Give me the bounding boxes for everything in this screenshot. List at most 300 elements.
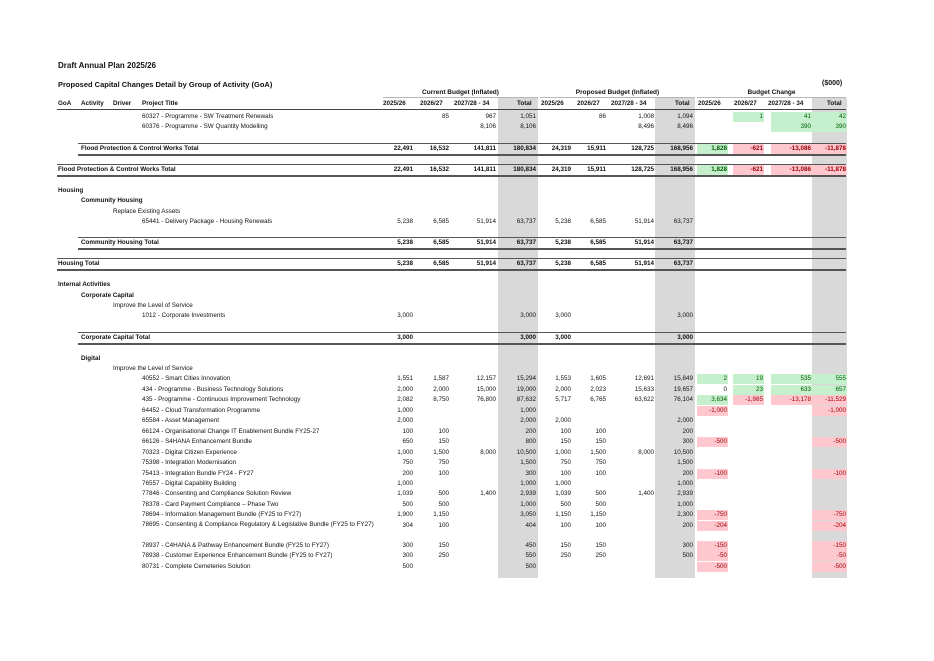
table-row <box>0 385 934 395</box>
cell-chg-y2 <box>733 489 763 499</box>
col-header-proposed-y1: 2025/26 <box>541 100 564 107</box>
row-label: Flood Protection & Control Works Total <box>58 165 176 173</box>
cell-prop-y3: 128,725 <box>631 165 654 173</box>
cell-cur-y3: 8,106 <box>480 123 496 131</box>
cell-chg-y1: -150 <box>697 541 728 551</box>
cell-chg-total <box>812 448 846 458</box>
cell-prop-total: 300 <box>682 438 693 446</box>
cell-chg-y2 <box>733 333 763 343</box>
cell-prop-y1: 1,000 <box>555 479 571 487</box>
cell-prop-y3 <box>614 510 654 520</box>
cell-cur-total: 1,000 <box>520 479 536 487</box>
cell-chg-total <box>812 489 846 499</box>
cell-prop-total: 3,000 <box>677 312 693 320</box>
table-row <box>0 395 934 405</box>
cell-prop-total: 200 <box>682 521 693 529</box>
cell-prop-total: 200 <box>682 469 693 477</box>
table-row <box>0 196 934 206</box>
row-label: Replace Existing Assets <box>113 207 181 215</box>
cell-cur-y3: 12,157 <box>476 375 496 383</box>
cell-chg-y2 <box>733 448 763 458</box>
cell-cur-y3: 51,914 <box>476 217 496 225</box>
cell-prop-y2: 150 <box>595 438 606 446</box>
cell-chg-y2 <box>733 479 763 489</box>
row-label: 60376 - Programme - SW Quantity Modelling <box>142 123 268 131</box>
cell-chg-total: -500 <box>812 437 847 447</box>
spacer-row <box>0 248 934 258</box>
row-label: 66126 - S4HANA Enhancement Bundle <box>142 438 252 446</box>
cell-cur-y2: 100 <box>438 427 449 435</box>
cell-chg-y1: -750 <box>697 510 728 520</box>
cell-chg-y3: -13,086 <box>771 165 812 175</box>
cell-cur-y2 <box>419 333 449 343</box>
row-label: 75398 - Integration Modernisation <box>142 459 237 467</box>
cell-prop-y3: 1,008 <box>638 113 654 120</box>
cell-cur-total: 180,834 <box>513 144 536 152</box>
cell-cur-y3: 141,811 <box>473 144 496 152</box>
row-label: 80731 - Complete Cemeteries Solution <box>142 562 251 570</box>
row-label: 435 - Programme - Continuous Improvement Technology <box>142 396 301 404</box>
row-label: 78937 - C4HANA & Pathway Enhancement Bundle (FY25 to FY27) <box>142 541 329 549</box>
cell-cur-y2: 150 <box>438 541 449 549</box>
cell-cur-y1: 100 <box>402 427 413 435</box>
table-row <box>0 500 934 510</box>
cell-cur-y2: 100 <box>438 521 449 529</box>
cell-chg-y2 <box>733 416 763 426</box>
cell-chg-y2 <box>733 238 763 248</box>
cell-cur-total: 1,000 <box>520 500 536 508</box>
cell-cur-total: 800 <box>525 438 536 446</box>
cell-cur-y1: 1,551 <box>397 375 413 383</box>
cell-cur-y3 <box>456 541 496 551</box>
cell-prop-y3: 51,914 <box>634 217 654 225</box>
row-label: 434 - Programme - Business Technology Solutions <box>142 385 284 393</box>
cell-cur-total: 550 <box>525 552 536 560</box>
cell-cur-y2: 1,150 <box>433 511 449 519</box>
row-label: 78378 - Card Payment Compliance – Phase Two <box>142 500 279 508</box>
cell-prop-y1 <box>541 406 571 416</box>
cell-cur-y1: 5,238 <box>397 217 413 225</box>
cell-prop-y1: 100 <box>560 469 571 477</box>
cell-chg-y1: -50 <box>697 551 728 561</box>
spacer-row <box>0 270 934 280</box>
cell-chg-y1: -204 <box>697 521 728 531</box>
cell-chg-total <box>812 333 846 343</box>
cell-cur-y2 <box>419 416 449 426</box>
cell-prop-total: 2,000 <box>677 417 693 425</box>
row-label: 64452 - Cloud Transformation Programme <box>142 406 260 414</box>
cell-prop-y1: 1,039 <box>555 490 571 498</box>
cell-cur-y2: 6,585 <box>433 239 449 246</box>
cell-cur-y1: 5,238 <box>397 260 413 268</box>
cell-chg-y1 <box>697 448 727 458</box>
cell-prop-total: 1,000 <box>677 500 693 508</box>
table-row <box>0 217 934 227</box>
row-label: Housing Total <box>58 260 100 268</box>
cell-chg-y2: -621 <box>733 144 764 154</box>
table-row <box>0 562 934 572</box>
cell-prop-y3: 1,400 <box>638 490 654 498</box>
cell-chg-y2 <box>733 521 763 531</box>
cell-prop-total: 76,104 <box>673 396 693 404</box>
table-row <box>0 448 934 458</box>
cell-prop-y1: 24,319 <box>551 165 571 173</box>
cell-chg-y3 <box>771 311 811 321</box>
cell-prop-y2 <box>576 333 606 343</box>
cell-prop-y2: 6,585 <box>590 260 606 268</box>
cell-cur-y1: 2,000 <box>397 385 413 393</box>
cell-cur-total: 15,294 <box>516 375 536 383</box>
cell-prop-y1: 750 <box>560 459 571 467</box>
spacer-row <box>0 227 934 237</box>
cell-cur-total: 87,632 <box>516 396 536 404</box>
total-row <box>0 333 934 343</box>
cell-chg-y2 <box>733 406 763 416</box>
cell-chg-y2 <box>733 427 763 437</box>
cell-cur-total: 3,050 <box>520 511 536 519</box>
cell-prop-y2 <box>576 416 606 426</box>
cell-cur-y2 <box>419 479 449 489</box>
group-header-proposed: Proposed Budget (Inflated) <box>540 89 695 98</box>
col-header-project: Project Title <box>142 100 178 107</box>
cell-cur-y3: 141,811 <box>473 165 496 173</box>
cell-chg-y1 <box>697 458 727 468</box>
cell-chg-y1 <box>697 217 727 227</box>
cell-chg-y1 <box>697 238 727 248</box>
cell-cur-y3 <box>456 510 496 520</box>
cell-prop-y3 <box>614 500 654 510</box>
total-row <box>0 144 934 154</box>
header-divider <box>57 109 846 110</box>
cell-prop-y1: 5,238 <box>555 239 571 246</box>
col-header-current-y3: 2027/28 - 34 <box>454 100 490 107</box>
cell-prop-y3 <box>614 311 654 321</box>
cell-chg-total <box>812 311 846 321</box>
cell-prop-y3 <box>614 479 654 489</box>
cell-prop-y1: 1,553 <box>555 375 571 383</box>
row-label: Housing <box>58 186 84 194</box>
cell-cur-total: 3,000 <box>520 333 536 341</box>
cell-cur-total: 1,000 <box>520 406 536 414</box>
cell-prop-y1: 1,000 <box>555 448 571 456</box>
cell-chg-total <box>812 259 846 269</box>
cell-prop-total: 1,094 <box>677 113 693 120</box>
table-row <box>0 354 934 364</box>
cell-chg-y1: 2 <box>697 374 728 384</box>
col-header-proposed-total: Total <box>675 100 690 107</box>
cell-chg-y1 <box>697 479 727 489</box>
cell-cur-y2: 1,587 <box>433 375 449 383</box>
cell-chg-y3 <box>771 521 811 531</box>
cell-cur-total: 300 <box>525 469 536 477</box>
cell-cur-y1: 3,000 <box>397 333 413 341</box>
table-row <box>0 364 934 374</box>
cell-chg-y1: 1,828 <box>697 165 728 175</box>
cell-prop-y2: 6,765 <box>590 396 606 404</box>
cell-prop-y3 <box>614 427 654 437</box>
cell-cur-y3 <box>456 427 496 437</box>
cell-prop-total <box>656 406 693 416</box>
cell-chg-y2 <box>733 437 763 447</box>
cell-prop-y1: 100 <box>560 427 571 435</box>
cell-cur-y1: 200 <box>402 469 413 477</box>
col-header-current-y2: 2026/27 <box>420 100 443 107</box>
cell-cur-y1: 1,900 <box>397 511 413 519</box>
cell-cur-y1: 2,000 <box>397 417 413 425</box>
cell-chg-y3: 633 <box>771 385 812 395</box>
cell-chg-y3: -13,086 <box>771 144 812 154</box>
cell-chg-y2: 19 <box>733 374 764 384</box>
cell-prop-total: 168,956 <box>670 165 693 173</box>
cell-cur-y1: 2,082 <box>397 396 413 404</box>
cell-cur-total: 450 <box>525 541 536 549</box>
cell-chg-total: 657 <box>812 385 847 395</box>
cell-cur-total: 8,106 <box>520 123 536 131</box>
cell-chg-y1 <box>697 427 727 437</box>
cell-cur-y2: 750 <box>438 459 449 467</box>
cell-prop-y3: 8,496 <box>638 123 654 131</box>
cell-chg-y2 <box>733 311 763 321</box>
cell-prop-y1: 250 <box>560 552 571 560</box>
cell-cur-y3 <box>456 521 496 531</box>
cell-prop-total: 1,000 <box>677 479 693 487</box>
cell-cur-y3 <box>456 479 496 489</box>
row-label: Corporate Capital Total <box>81 333 151 341</box>
cell-cur-y3: 8,000 <box>480 448 496 456</box>
cell-prop-y1: 100 <box>560 521 571 529</box>
cell-cur-y3 <box>456 469 496 479</box>
cell-prop-y3: 128,725 <box>631 144 654 152</box>
cell-chg-total: -750 <box>812 510 847 520</box>
cell-prop-y2 <box>576 311 606 321</box>
cell-cur-y2: 2,000 <box>433 385 449 393</box>
cell-cur-y3: 51,914 <box>476 260 496 268</box>
cell-cur-y1: 22,491 <box>393 165 413 173</box>
group-header-change: Budget Change <box>697 89 846 98</box>
cell-prop-total: 63,737 <box>673 239 693 246</box>
cell-prop-y1: 5,238 <box>555 260 571 268</box>
cell-prop-y1: 2,000 <box>555 417 571 425</box>
table-row <box>0 510 934 520</box>
table-row <box>0 122 934 132</box>
cell-chg-y3 <box>771 479 811 489</box>
row-label: 78694 - Information Management Bundle (FY25 to FY27) <box>142 511 302 519</box>
spacer-row <box>0 133 934 143</box>
cell-cur-y3 <box>456 311 496 321</box>
cell-chg-y1 <box>697 311 727 321</box>
cell-chg-y3 <box>771 238 811 248</box>
col-header-change-y1: 2025/26 <box>698 100 721 107</box>
col-header-driver: Driver <box>113 100 132 107</box>
cell-cur-y3 <box>456 500 496 510</box>
cell-chg-y2 <box>733 259 763 269</box>
col-header-change-total: Total <box>827 100 842 107</box>
cell-prop-y1: 150 <box>560 541 571 549</box>
cell-chg-y1: -100 <box>697 469 728 479</box>
cell-cur-y1: 3,000 <box>397 312 413 320</box>
cell-prop-y1 <box>541 122 571 132</box>
cell-chg-y3 <box>771 437 811 447</box>
cell-prop-y3 <box>614 437 654 447</box>
cell-prop-y3 <box>614 333 654 343</box>
cell-chg-total <box>812 458 846 468</box>
cell-prop-y2: 500 <box>595 500 606 508</box>
cell-prop-total: 168,956 <box>670 144 693 152</box>
cell-cur-y1: 500 <box>402 500 413 508</box>
row-label: 1012 - Corporate Investments <box>142 312 226 320</box>
row-label: Internal Activities <box>58 281 111 289</box>
table-row <box>0 186 934 196</box>
cell-prop-y2: 1,150 <box>590 511 606 519</box>
cell-prop-y3 <box>614 551 654 561</box>
cell-prop-y2: 150 <box>595 541 606 549</box>
cell-prop-y3: 51,914 <box>634 260 654 268</box>
cell-cur-y2: 1,500 <box>433 448 449 456</box>
cell-chg-y1: -500 <box>697 562 728 572</box>
cell-chg-total <box>812 500 846 510</box>
row-label: 78695 - Consenting & Compliance Regulatory & Legislative Bundle (FY25 to FY27) <box>142 520 374 528</box>
cell-chg-y2: 1 <box>733 112 764 122</box>
table-row <box>0 301 934 311</box>
cell-prop-y3 <box>614 406 654 416</box>
cell-prop-y3: 15,633 <box>634 385 654 393</box>
cell-prop-y1 <box>541 112 571 122</box>
cell-prop-y1: 500 <box>560 500 571 508</box>
cell-chg-y3: 535 <box>771 374 812 384</box>
cell-chg-y3 <box>771 510 811 520</box>
cell-prop-total: 500 <box>682 552 693 560</box>
cell-chg-y2 <box>733 500 763 510</box>
cell-prop-y2: 15,911 <box>587 165 606 173</box>
row-label: 77846 - Consenting and Compliance Solution Review <box>142 490 292 498</box>
cell-cur-total: 200 <box>525 427 536 435</box>
cell-prop-y2: 100 <box>595 521 606 529</box>
cell-cur-y2: 500 <box>438 500 449 508</box>
cell-prop-total: 200 <box>682 427 693 435</box>
cell-cur-y3: 1,400 <box>480 490 496 498</box>
table-row <box>0 207 934 217</box>
cell-chg-y1: -1,000 <box>697 406 728 416</box>
cell-chg-y2 <box>733 458 763 468</box>
document-subtitle: Proposed Capital Changes Detail by Group of Activity (GoA) <box>58 80 273 89</box>
spacer-row <box>0 175 934 185</box>
cell-chg-total: 390 <box>812 122 847 132</box>
cell-cur-y3 <box>456 458 496 468</box>
cell-chg-total <box>812 238 846 248</box>
col-header-proposed-y3: 2027/28 - 34 <box>611 100 647 107</box>
cell-prop-y2: 2,023 <box>590 385 606 393</box>
cell-prop-y1: 3,000 <box>555 312 571 320</box>
cell-chg-y3 <box>771 458 811 468</box>
cell-prop-y3 <box>614 416 654 426</box>
cell-chg-y2 <box>733 122 763 132</box>
cell-chg-y1 <box>697 416 727 426</box>
cell-cur-y3: 51,914 <box>476 239 496 246</box>
cell-cur-y2: 100 <box>438 469 449 477</box>
cell-cur-y2: 85 <box>441 113 449 120</box>
cell-prop-y3: 63,622 <box>634 396 654 404</box>
row-label: Community Housing Total <box>81 239 159 246</box>
cell-cur-y1 <box>383 122 413 132</box>
row-label: Corporate Capital <box>81 291 134 299</box>
row-label: 75413 - Integration Bundle FY24 - FY27 <box>142 469 254 477</box>
cell-chg-total: -500 <box>812 562 847 572</box>
cell-chg-y3 <box>771 406 811 416</box>
cell-chg-y2 <box>733 217 763 227</box>
cell-chg-total: -11,878 <box>812 165 847 175</box>
row-label: 65441 - Delivery Package - Housing Renewals <box>142 217 273 225</box>
cell-prop-y2 <box>576 406 606 416</box>
cell-cur-total: 10,500 <box>516 448 536 456</box>
cell-chg-total <box>812 427 846 437</box>
cell-prop-y2: 750 <box>595 459 606 467</box>
cell-chg-y1: 0 <box>723 385 727 393</box>
cell-cur-total: 63,737 <box>516 239 536 246</box>
cell-prop-y1: 2,000 <box>555 385 571 393</box>
cell-chg-total: -204 <box>812 521 847 531</box>
col-header-change-y2: 2026/27 <box>734 100 757 107</box>
cell-cur-y1: 300 <box>402 541 413 549</box>
cell-prop-total: 300 <box>682 541 693 549</box>
table-row <box>0 541 934 551</box>
cell-prop-y3 <box>614 521 654 531</box>
cell-chg-y3 <box>771 333 811 343</box>
cell-chg-y1: 3,634 <box>697 395 728 405</box>
cell-prop-y1: 24,319 <box>551 144 571 152</box>
col-header-change-y3: 2027/28 - 34 <box>768 100 804 107</box>
table-row <box>0 406 934 416</box>
cell-cur-y1: 1,039 <box>397 490 413 498</box>
cell-prop-y2 <box>576 479 606 489</box>
cell-chg-y2 <box>733 541 763 551</box>
cell-chg-y3 <box>771 541 811 551</box>
cell-chg-y1: -500 <box>697 437 728 447</box>
cell-chg-total: -11,529 <box>812 395 847 405</box>
cell-prop-y3: 12,691 <box>634 375 654 383</box>
cell-prop-y2: 6,585 <box>590 217 606 225</box>
spacer-row <box>0 343 934 353</box>
cell-prop-total <box>656 562 693 572</box>
cell-chg-total: -100 <box>812 469 847 479</box>
row-label: 70323 - Digital Citizen Experience <box>142 448 237 456</box>
cell-chg-y2 <box>733 562 763 572</box>
total-row <box>0 238 934 248</box>
table-row <box>0 521 934 541</box>
cell-cur-y3 <box>456 406 496 416</box>
cell-cur-total: 1,500 <box>520 459 536 467</box>
cell-prop-y2: 100 <box>595 427 606 435</box>
cell-cur-y3 <box>456 416 496 426</box>
cell-chg-total: 555 <box>812 374 847 384</box>
row-label: 65584 - Asset Management <box>142 417 220 425</box>
cell-chg-y1 <box>697 259 727 269</box>
cell-cur-total: 404 <box>525 521 536 529</box>
cell-cur-y2 <box>419 562 449 572</box>
units-label: ($000) <box>822 80 843 87</box>
total-row <box>0 165 934 175</box>
cell-cur-y2: 16,532 <box>429 144 449 152</box>
cell-prop-total: 19,657 <box>673 385 693 393</box>
cell-chg-y3 <box>771 469 811 479</box>
cell-cur-y2: 150 <box>438 438 449 446</box>
row-label: 60327 - Programme - SW Treatment Renewals <box>142 113 274 120</box>
cell-cur-total: 63,737 <box>516 260 536 268</box>
row-label: 66124 - Organisational Change IT Enablement Bundle FY25-27 <box>142 427 320 435</box>
row-label: 40552 - Smart Cities Innovation <box>142 375 231 383</box>
cell-chg-y3: 41 <box>771 112 812 122</box>
table-row <box>0 437 934 447</box>
cell-chg-y3 <box>771 562 811 572</box>
